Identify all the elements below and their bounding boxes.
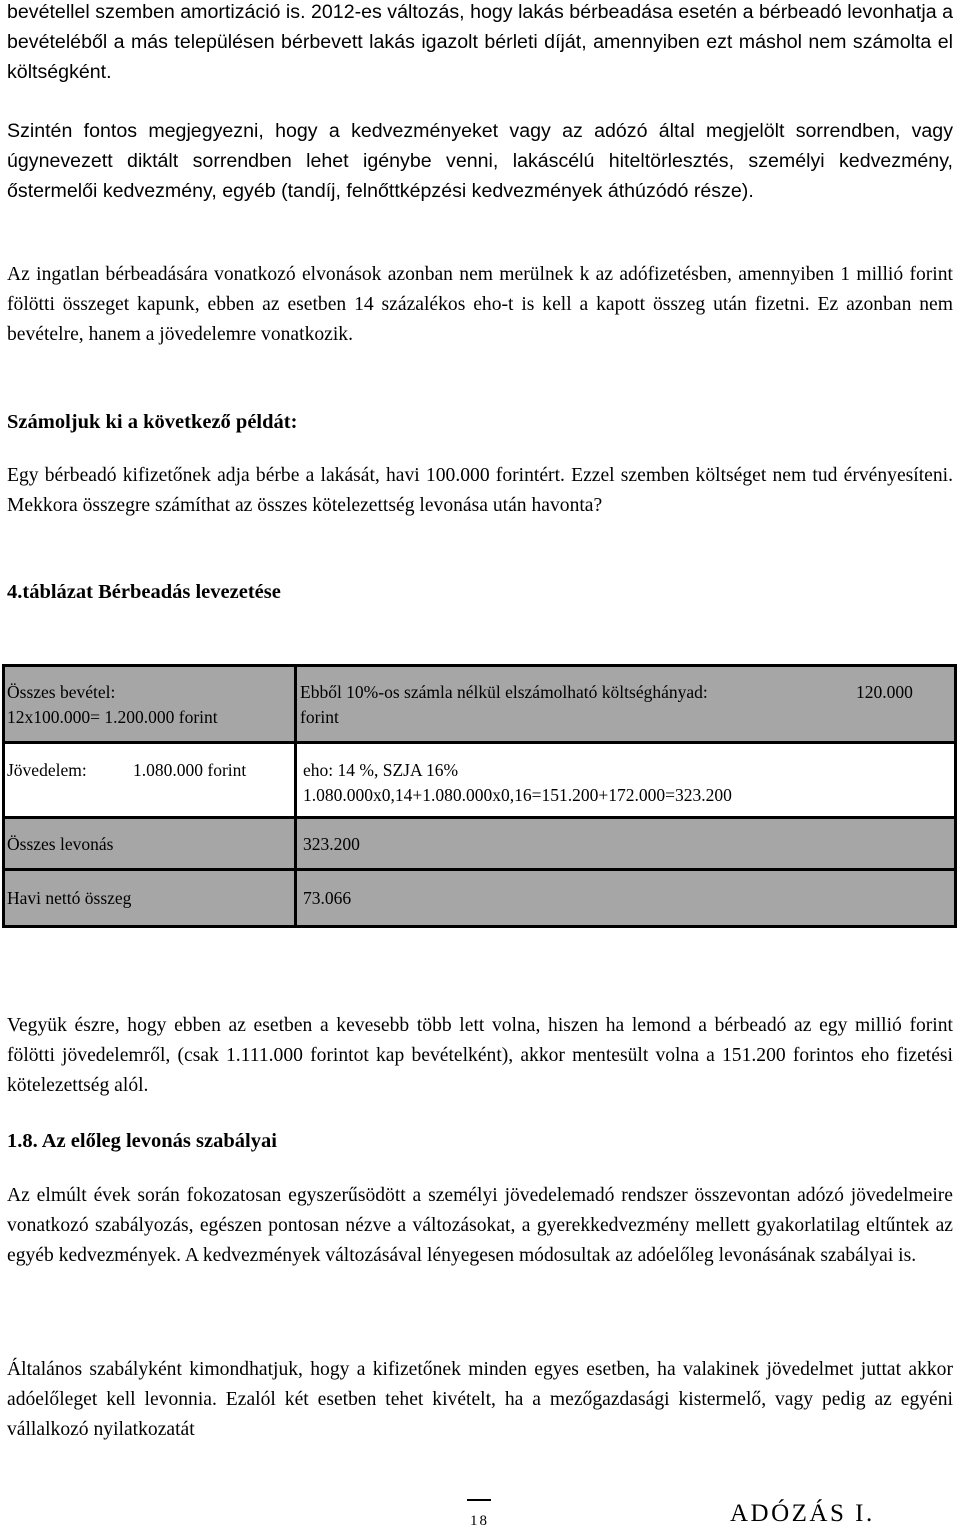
cost-share-value: 120.000 xyxy=(856,682,913,702)
table-row-income xyxy=(5,744,954,816)
table-row-net-monthly xyxy=(5,871,954,925)
tax-calculation: 1.080.000x0,14+1.080.000x0,16=151.200+172.000=323.200 xyxy=(303,785,732,805)
example-heading: Számoljuk ki a következő példát: xyxy=(7,411,298,433)
cost-share-label: Ebből 10%-os számla nélkül elszámolható költséghányad: xyxy=(300,682,708,702)
table-row-total-deduction xyxy=(5,819,954,868)
rental-calculation-table xyxy=(2,664,957,928)
income-value: 1.080.000 forint xyxy=(133,760,247,780)
paragraph-eho-rules: Az ingatlan bérbeadására vonatkozó elvonások azonban nem merülnek k az adófizetésben, amennyiben 1 millió forint fölötti összeget kapunk, ebben az esetben 14 százalékos eho-t is kell a kapott összeg után fizetni. Ez azonban nem bevételre, hanem a jövedelemre vonatkozik. xyxy=(7,264,953,345)
footer-brand: ADÓZÁS I. xyxy=(730,1500,875,1527)
page-number: 18 xyxy=(470,1513,489,1529)
total-income-label: Összes bevétel: xyxy=(7,682,116,702)
table-caption: 4.táblázat Bérbeadás levezetése xyxy=(7,581,281,603)
table-cell-total-income xyxy=(5,667,294,741)
table-cell-cost-share xyxy=(297,667,954,741)
footer-rule xyxy=(467,1499,491,1501)
table-cell-income xyxy=(5,744,294,816)
paragraph-eho-note: Vegyük észre, hogy ebben az esetben a kevesebb több lett volna, hiszen ha lemond a bérbeadó az egy millió forint fölötti jövedelemről, (csak 1.111.000 forintot kap bevételként), akkor mentesült volna a 151.200 forintos eho fizetési kötelezettség alól. xyxy=(7,1015,953,1096)
net-monthly-value: 73.066 xyxy=(297,871,954,925)
section-heading: 1.8. Az előleg levonás szabályai xyxy=(7,1130,277,1152)
tax-rates: eho: 14 %, SZJA 16% xyxy=(303,760,459,780)
paragraph-pit-changes: Az elmúlt évek során fokozatosan egyszerűsödött a személyi jövedelemadó rendszer összevontan adózó jövedelmeire vonatkozó szabályozás, egészen pontosan nézve a változásokat, a gyerekkedvezmény mellett gyakorlatilag eltűntek az egyéb kedvezmények. A kedvezmények változásával lényegesen módosultak az adóelőleg levonásának szabályai is. xyxy=(7,1185,953,1266)
total-deduction-value: 323.200 xyxy=(297,819,954,868)
cost-share-unit: forint xyxy=(300,707,339,727)
net-monthly-label: Havi nettó összeg xyxy=(5,871,294,925)
total-deduction-label: Összes levonás xyxy=(5,819,294,868)
total-income-calc: 12x100.000= 1.200.000 forint xyxy=(7,707,218,727)
table-cell-tax-calc xyxy=(297,744,954,816)
paragraph-example-question: Egy bérbeadó kifizetőnek adja bérbe a lakását, havi 100.000 forintért. Ezzel szemben költséget nem tud érvényesíteni. Mekkora összegre számíthat az összes kötelezettség levonása után havonta? xyxy=(7,465,953,516)
paragraph-amortization: bevétellel szemben amortizáció is. 2012-es változás, hogy lakás bérbeadása esetén a bérbeadó levonhatja a bevételéből a más településen bérbevett lakás igazolt bérleti díját, amennyiben ezt máshol nem számolta el költségként. xyxy=(7,1,953,83)
table-row-total-income xyxy=(5,667,954,741)
paragraph-advance-rule: Általános szabályként kimondhatjuk, hogy a kifizetőnek minden egyes esetben, ha valakinek jövedelmet juttat akkor adóelőleget kell levonnia. Ezalól két esetben tehet kivételt, ha a mezőgazdasági kistermelő, vagy pedig az egyéni vállalkozó nyilatkozatát xyxy=(7,1359,953,1440)
paragraph-discount-order: Szintén fontos megjegyezni, hogy a kedvezményeket vagy az adózó által megjelölt sorrendben, vagy úgynevezett diktált sorrendben lehet igénybe venni, lakáscélú hiteltörlesztés, személyi kedvezmény, őstermelői kedvezmény, egyéb (tandíj, felnőttképzési kedvezmények áthúzódó része). xyxy=(7,120,953,202)
income-label: Jövedelem: xyxy=(7,760,87,780)
